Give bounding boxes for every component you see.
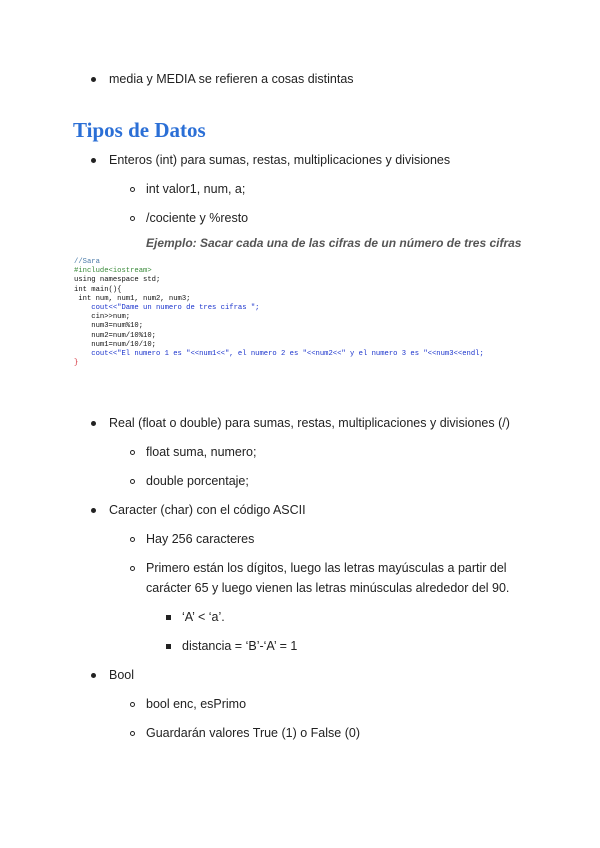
- code-line: }: [74, 359, 79, 368]
- bullet-icon: [91, 421, 96, 426]
- code-snippet: [74, 258, 484, 368]
- list-item: double porcentaje;: [146, 474, 249, 488]
- list-item: Primero están los dígitos, luego las letras mayúsculas a partir del: [146, 561, 507, 575]
- list-item: Caracter (char) con el código ASCII: [109, 503, 306, 517]
- bullet-icon: [166, 615, 171, 620]
- code-line: cout<<"El numero 1 es "<<num1<<", el numero 2 es "<<num2<<" y el numero 3 es "<<num3<<endl;: [74, 350, 484, 359]
- example-caption: Ejemplo: Sacar cada una de las cifras de un número de tres cifras: [146, 236, 522, 250]
- section-heading: Tipos de Datos: [73, 118, 206, 142]
- bullet-icon: [91, 158, 96, 163]
- list-item: bool enc, esPrimo: [146, 697, 247, 711]
- code-line: int num, num1, num2, num3;: [74, 294, 191, 303]
- list-item: Bool: [109, 668, 135, 682]
- code-line: num1=num/10/10;: [74, 340, 156, 349]
- code-line: using namespace std;: [74, 276, 161, 285]
- code-line: num2=num/10%10;: [74, 331, 156, 340]
- list-item-continuation: carácter 65 y luego vienen las letras minúsculas alrededor del 90.: [146, 581, 510, 595]
- bullet-icon: [166, 644, 171, 649]
- list-item: media y MEDIA se refieren a cosas distintas: [109, 72, 354, 86]
- bullet-icon: [130, 731, 135, 736]
- list-item: float suma, numero;: [146, 445, 257, 459]
- list-item: Hay 256 caracteres: [146, 532, 255, 546]
- list-item: Guardarán valores True (1) o False (0): [146, 726, 360, 740]
- bullet-icon: [130, 450, 135, 455]
- bullet-icon: [130, 537, 135, 542]
- code-line: #include<iostream>: [74, 267, 152, 276]
- list-item: int valor1, num, a;: [146, 182, 246, 196]
- code-line: num3=num%10;: [74, 322, 144, 331]
- code-line: cout<<"Dame un numero de tres cifras ";: [74, 304, 260, 313]
- code-line: cin>>num;: [74, 313, 131, 322]
- list-item: ‘A’ < ‘a’.: [182, 610, 225, 624]
- bullet-icon: [91, 673, 96, 678]
- list-item: distancia = ‘B’-‘A’ = 1: [182, 639, 298, 653]
- bullet-icon: [130, 566, 135, 571]
- list-item: Enteros (int) para sumas, restas, multiplicaciones y divisiones: [109, 153, 451, 167]
- bullet-icon: [130, 187, 135, 192]
- list-item: Real (float o double) para sumas, restas, multiplicaciones y divisiones (/): [109, 416, 510, 430]
- code-line: int main(){: [74, 285, 122, 294]
- code-line: //Sara: [74, 258, 100, 266]
- bullet-icon: [91, 508, 96, 513]
- bullet-icon: [130, 479, 135, 484]
- bullet-icon: [91, 77, 96, 82]
- list-item: /cociente y %resto: [146, 211, 249, 225]
- bullet-icon: [130, 216, 135, 221]
- bullet-icon: [130, 702, 135, 707]
